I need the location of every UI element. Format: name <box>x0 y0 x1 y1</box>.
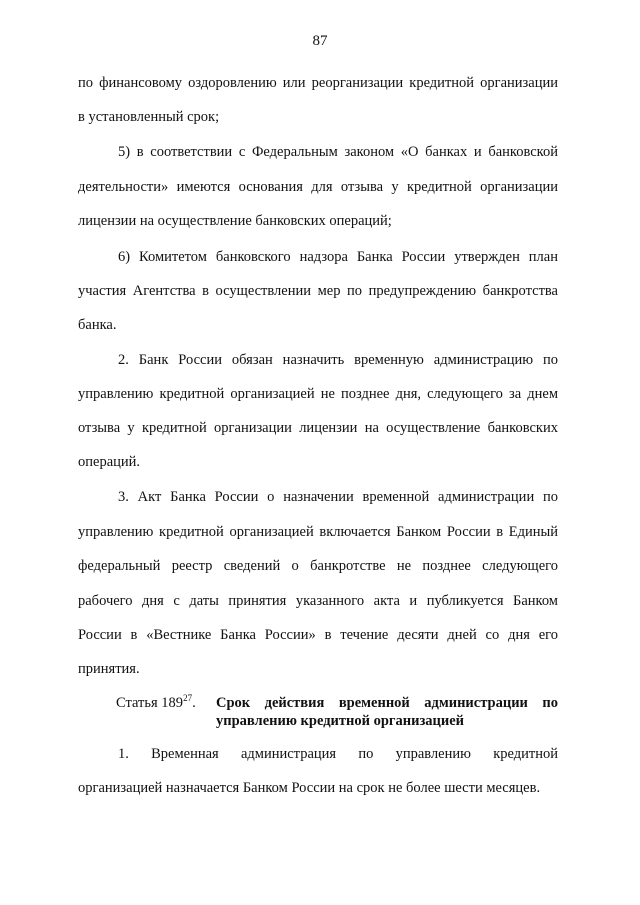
paragraph-1-line-1: по финансовому оздоровлению или реорганизации кредитной организации <box>78 75 558 91</box>
article-label-suffix: . <box>192 695 196 711</box>
paragraph-2-line-1: 5) в соответствии с Федеральным законом «О банках и банковской <box>118 144 558 160</box>
paragraph-5-line-4: рабочего дня с даты принятия указанного акта и публикуется Банком <box>78 593 558 609</box>
paragraph-4-line-1: 2. Банк России обязан назначить временную администрацию по <box>118 352 558 368</box>
final-paragraph-line-1: 1. Временная администрация по управлению кредитной <box>118 746 558 762</box>
article-label <box>116 694 196 712</box>
final-paragraph-line-2: организацией назначается Банком России на срок не более шести месяцев. <box>78 780 541 796</box>
paragraph-5-line-5: России в «Вестнике Банка России» в течение десяти дней со дня его <box>78 627 558 643</box>
paragraph-2-line-3: лицензии на осуществление банковских операций; <box>78 213 392 229</box>
paragraph-5-line-2: управлению кредитной организацией включается Банком России в Единый <box>78 524 558 540</box>
article-title-line-2: управлению кредитной организацией <box>216 713 465 729</box>
article-title <box>216 694 558 730</box>
paragraph-1-line-2: в установленный срок; <box>78 109 220 125</box>
paragraph-5-line-3: федеральный реестр сведений о банкротстве не позднее следующего <box>78 558 558 574</box>
paragraph-3-line-3: банка. <box>78 317 117 333</box>
paragraph-3-line-1: 6) Комитетом банковского надзора Банка России утвержден план <box>118 249 558 265</box>
page-number: 87 <box>312 33 328 49</box>
article-label-superscript: 27 <box>183 693 193 704</box>
paragraph-3-line-2: участия Агентства в осуществлении мер по предупреждению банкротства <box>78 283 558 299</box>
paragraph-4-line-2: управлению кредитной организацией не позднее дня, следующего за днем <box>78 386 558 402</box>
paragraph-5-line-6: принятия. <box>78 661 140 677</box>
paragraph-2-line-2: деятельности» имеются основания для отзыва у кредитной организации <box>78 179 558 195</box>
paragraph-4-line-3: отзыва у кредитной организации лицензии на осуществление банковских <box>78 420 558 436</box>
paragraph-5-line-1: 3. Акт Банка России о назначении временной администрации по <box>118 489 558 505</box>
article-title-line-1: Срок действия временной администрации по <box>216 695 558 711</box>
paragraph-4-line-4: операций. <box>78 454 141 470</box>
article-label-text: Статья 189 <box>116 695 184 711</box>
